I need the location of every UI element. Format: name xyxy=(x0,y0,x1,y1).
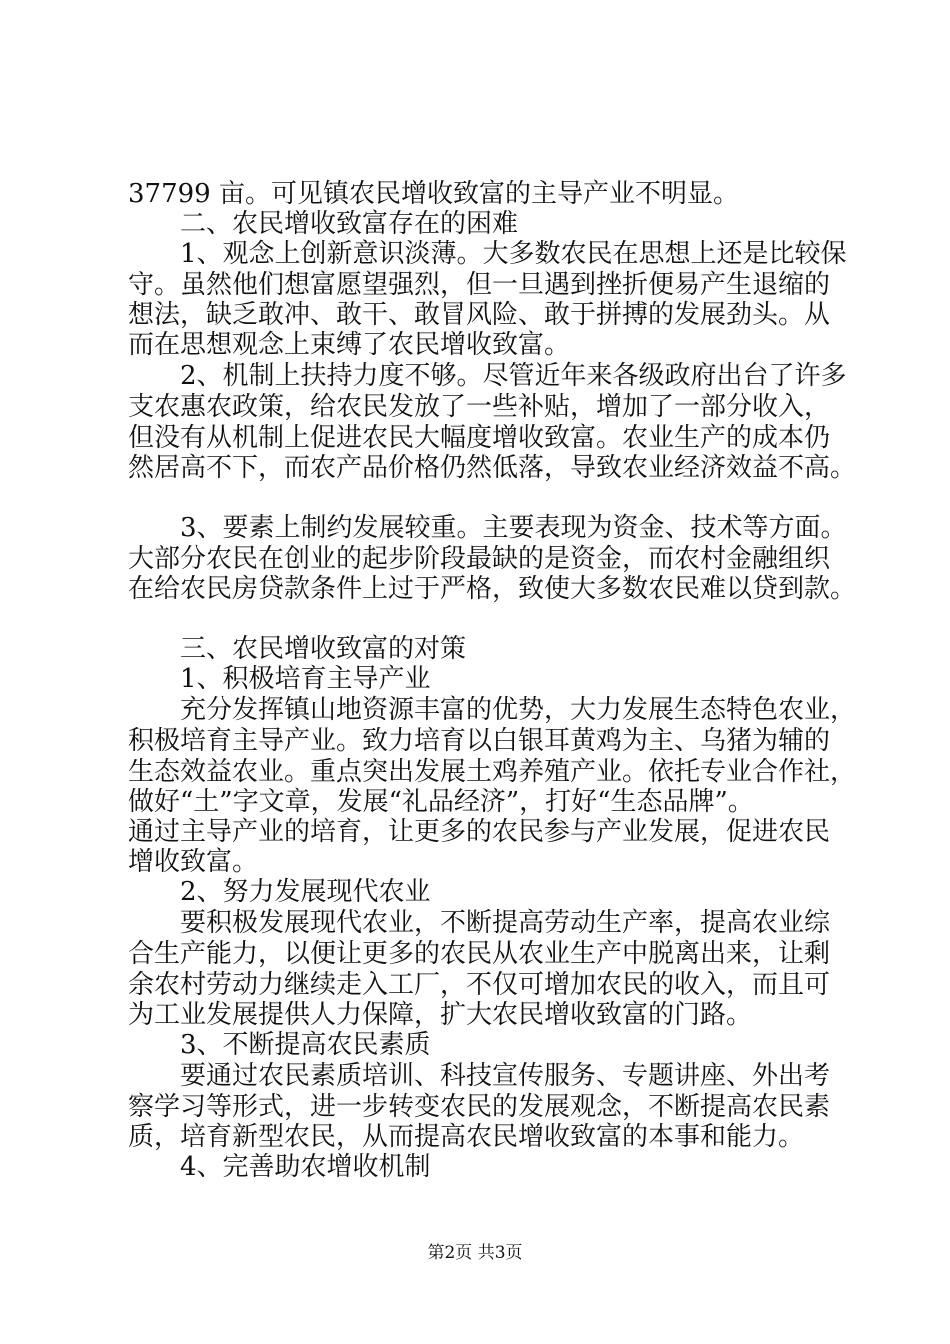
section-heading-countermeasures: 三、农民增收致富的对策 xyxy=(180,634,467,664)
body-line-23: 要积极发展现代农业，不断提高劳动生产率，提高农业综 xyxy=(180,908,831,938)
subheading-2: 2、努力发展现代农业 xyxy=(180,877,431,907)
section-heading-difficulties: 二、农民增收致富存在的困难 xyxy=(180,209,519,239)
body-line-20: 通过主导产业的培育，让更多的农民参与产业发展，促进农民 xyxy=(128,817,831,847)
body-line-17: 积极培育主导产业。致力培育以白银耳黄鸡为主、乌猪为辅的 xyxy=(128,726,831,756)
body-line-8: 支农惠农政策，给农民发放了一些补贴，增加了一部分收入， xyxy=(128,392,831,422)
body-line-12: 大部分农民在创业的起步阶段最缺的是资金，而农村金融组织 xyxy=(128,544,831,574)
body-line-9: 但没有从机制上促进农民大幅度增收致富。农业生产的成本仍 xyxy=(128,423,831,453)
body-line-4: 守。虽然他们想富愿望强烈，但一旦遇到挫折便易产生退缩的 xyxy=(128,270,831,300)
body-line-24: 合生产能力，以便让更多的农民从农业生产中脱离出来，让剩 xyxy=(128,939,831,969)
subheading-4: 4、完善助农增收机制 xyxy=(180,1152,431,1182)
page-footer: 第2页 共3页 xyxy=(427,1243,523,1263)
body-line-10: 然居高不下，而农产品价格仍然低落，导致农业经济效益不高。 xyxy=(128,453,857,483)
body-line-30: 质，培育新型农民，从而提高农民增收致富的本事和能力。 xyxy=(128,1122,805,1152)
body-line-28: 要通过农民素质培训、科技宣传服务、专题讲座、外出考 xyxy=(180,1061,831,1091)
body-line-7: 2、机制上扶持力度不够。尽管近年来各级政府出台了许多 xyxy=(180,361,847,391)
body-line-21: 增收致富。 xyxy=(128,847,259,877)
body-line-19: 做好“土”字文章，发展“礼品经济”，打好“生态品牌”。 xyxy=(128,787,754,817)
body-line-3: 1、观念上创新意识淡薄。大多数农民在思想上还是比较保 xyxy=(180,239,847,269)
subheading-1: 1、积极培育主导产业 xyxy=(180,664,431,694)
body-line-18: 生态效益农业。重点突出发展土鸡养殖产业。依托专业合作社， xyxy=(128,757,857,787)
body-line-6: 而在思想观念上束缚了农民增收致富。 xyxy=(128,330,571,360)
body-line-11: 3、要素上制约发展较重。主要表现为资金、技术等方面。 xyxy=(180,513,847,543)
body-line-29: 察学习等形式，进一步转变农民的发展观念，不断提高农民素 xyxy=(128,1092,831,1122)
body-line-1: 37799 亩。可见镇农民增收致富的主导产业不明显。 xyxy=(128,179,739,209)
body-line-5: 想法，缺乏敢冲、敢干、敢冒风险、敢于拼搏的发展劲头。从 xyxy=(128,300,831,330)
body-line-25: 余农村劳动力继续走入工厂，不仅可增加农民的收入，而且可 xyxy=(128,970,831,1000)
subheading-3: 3、不断提高农民素质 xyxy=(180,1030,431,1060)
body-line-26: 为工业发展提供人力保障，扩大农民增收致富的门路。 xyxy=(128,1000,753,1030)
body-line-13: 在给农民房贷款条件上过于严格，致使大多数农民难以贷到款。 xyxy=(128,574,857,604)
body-line-16: 充分发挥镇山地资源丰富的优势，大力发展生态特色农业， xyxy=(180,695,857,725)
